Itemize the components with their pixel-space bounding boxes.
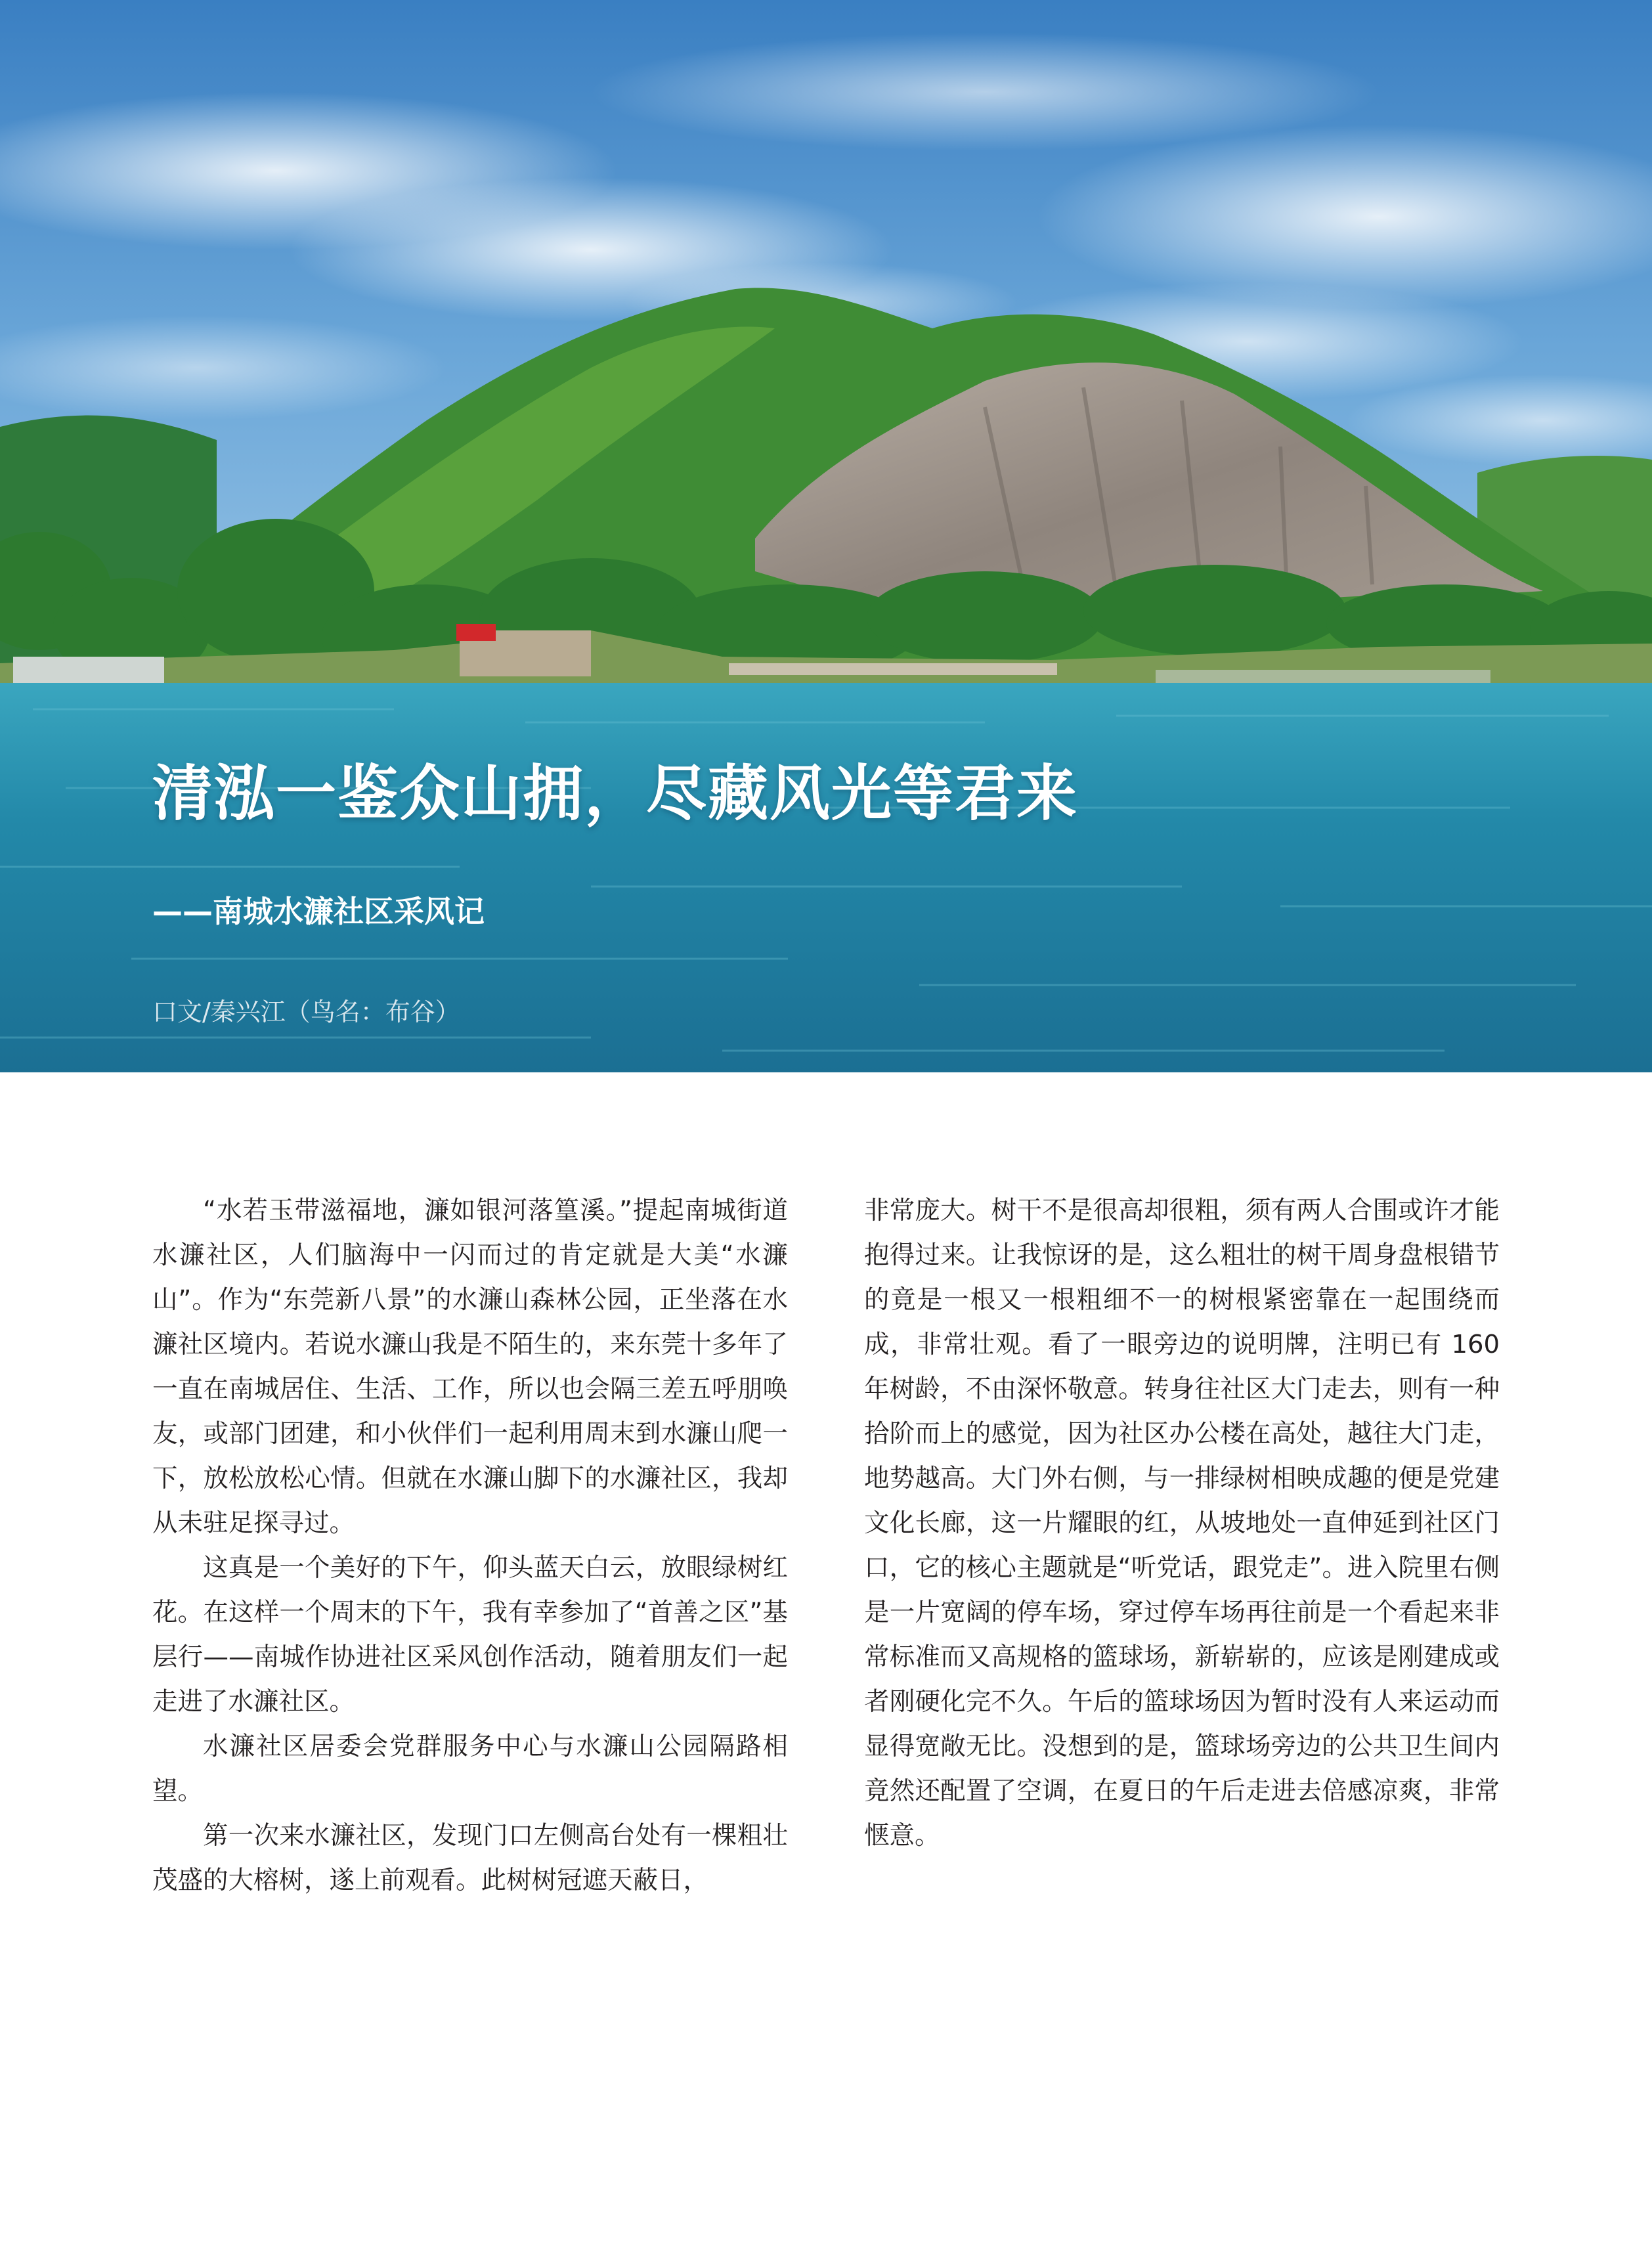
paragraph: “水若玉带滋福地，濂如银河落篁溪。”提起南城街道水濂社区，人们脑海中一闪而过的肯定就是大美“水濂山”。作为“东莞新八景”的水濂山森林公园，正坐落在水濂社区境内。若说水濂山我是不陌生的，来东莞十多年了一直在南城居住、生活、工作，所以也会隔三差五呼朋唤友，或部门团建，和小伙伴们一起利用周末到水濂山爬一下，放松放松心情。但就在水濂山脚下的水濂社区，我却从未驻足探寻过。 xyxy=(152,1196,788,1538)
red-roof xyxy=(456,624,496,641)
hero-photo xyxy=(0,0,1652,1072)
body-column-right xyxy=(864,1189,1500,1858)
walkway-right xyxy=(1156,670,1490,683)
paragraph: 这真是一个美好的下午，仰头蓝天白云，放眼绿树红花。在这样一个周末的下午，我有幸参加了“首善之区”基层行——南城作协进社区采风创作活动，随着朋友们一起走进了水濂社区。 xyxy=(152,1553,788,1717)
paragraph: 非常庞大。树干不是很高却很粗，须有两人合围或许才能抱得过来。让我惊讶的是，这么粗壮的树干周身盘根错节的竟是一根又一根粗细不一的树根紧密靠在一起围绕而成，非常壮观。看了一眼旁边的说明牌，注明已有 160 年树龄，不由深怀敬意。转身往社区大门走去，则有一种拾阶而上的感觉，因为社区办公楼在高处，越往大门走，地势越高。大门外右侧，与一排绿树相映成趣的便是党建文化长廊，这一片耀眼的红，从坡地处一直伸延到社区门口，它的核心主题就是“听党话，跟党走”。进入院里右侧是一片宽阔的停车场，穿过停车场再往前是一个看起来非常标准而又高规格的篮球场，新崭崭的，应该是刚建成或者刚硬化完不久。午后的篮球场因为暂时没有人来运动而显得宽敞无比。没想到的是，篮球场旁边的公共卫生间内竟然还配置了空调，在夏日的午后走进去倍感凉爽，非常惬意。 xyxy=(864,1196,1500,1851)
article-subtitle: ——南城水濂社区采风记 xyxy=(152,894,485,929)
paragraph: 第一次来水濂社区，发现门口左侧高台处有一棵粗壮茂盛的大榕树，遂上前观看。此树树冠遮天蔽日， xyxy=(152,1821,788,1895)
dock-center xyxy=(729,663,1057,675)
dock-left xyxy=(13,657,164,683)
article-title: 清泓一鉴众山拥，尽藏风光等君来 xyxy=(152,758,1079,829)
author-byline: 口文/秦兴江（鸟名：布谷） xyxy=(152,997,460,1026)
body-column-left xyxy=(152,1189,788,1903)
paragraph: 水濂社区居委会党群服务中心与水濂山公园隔路相望。 xyxy=(152,1732,788,1806)
